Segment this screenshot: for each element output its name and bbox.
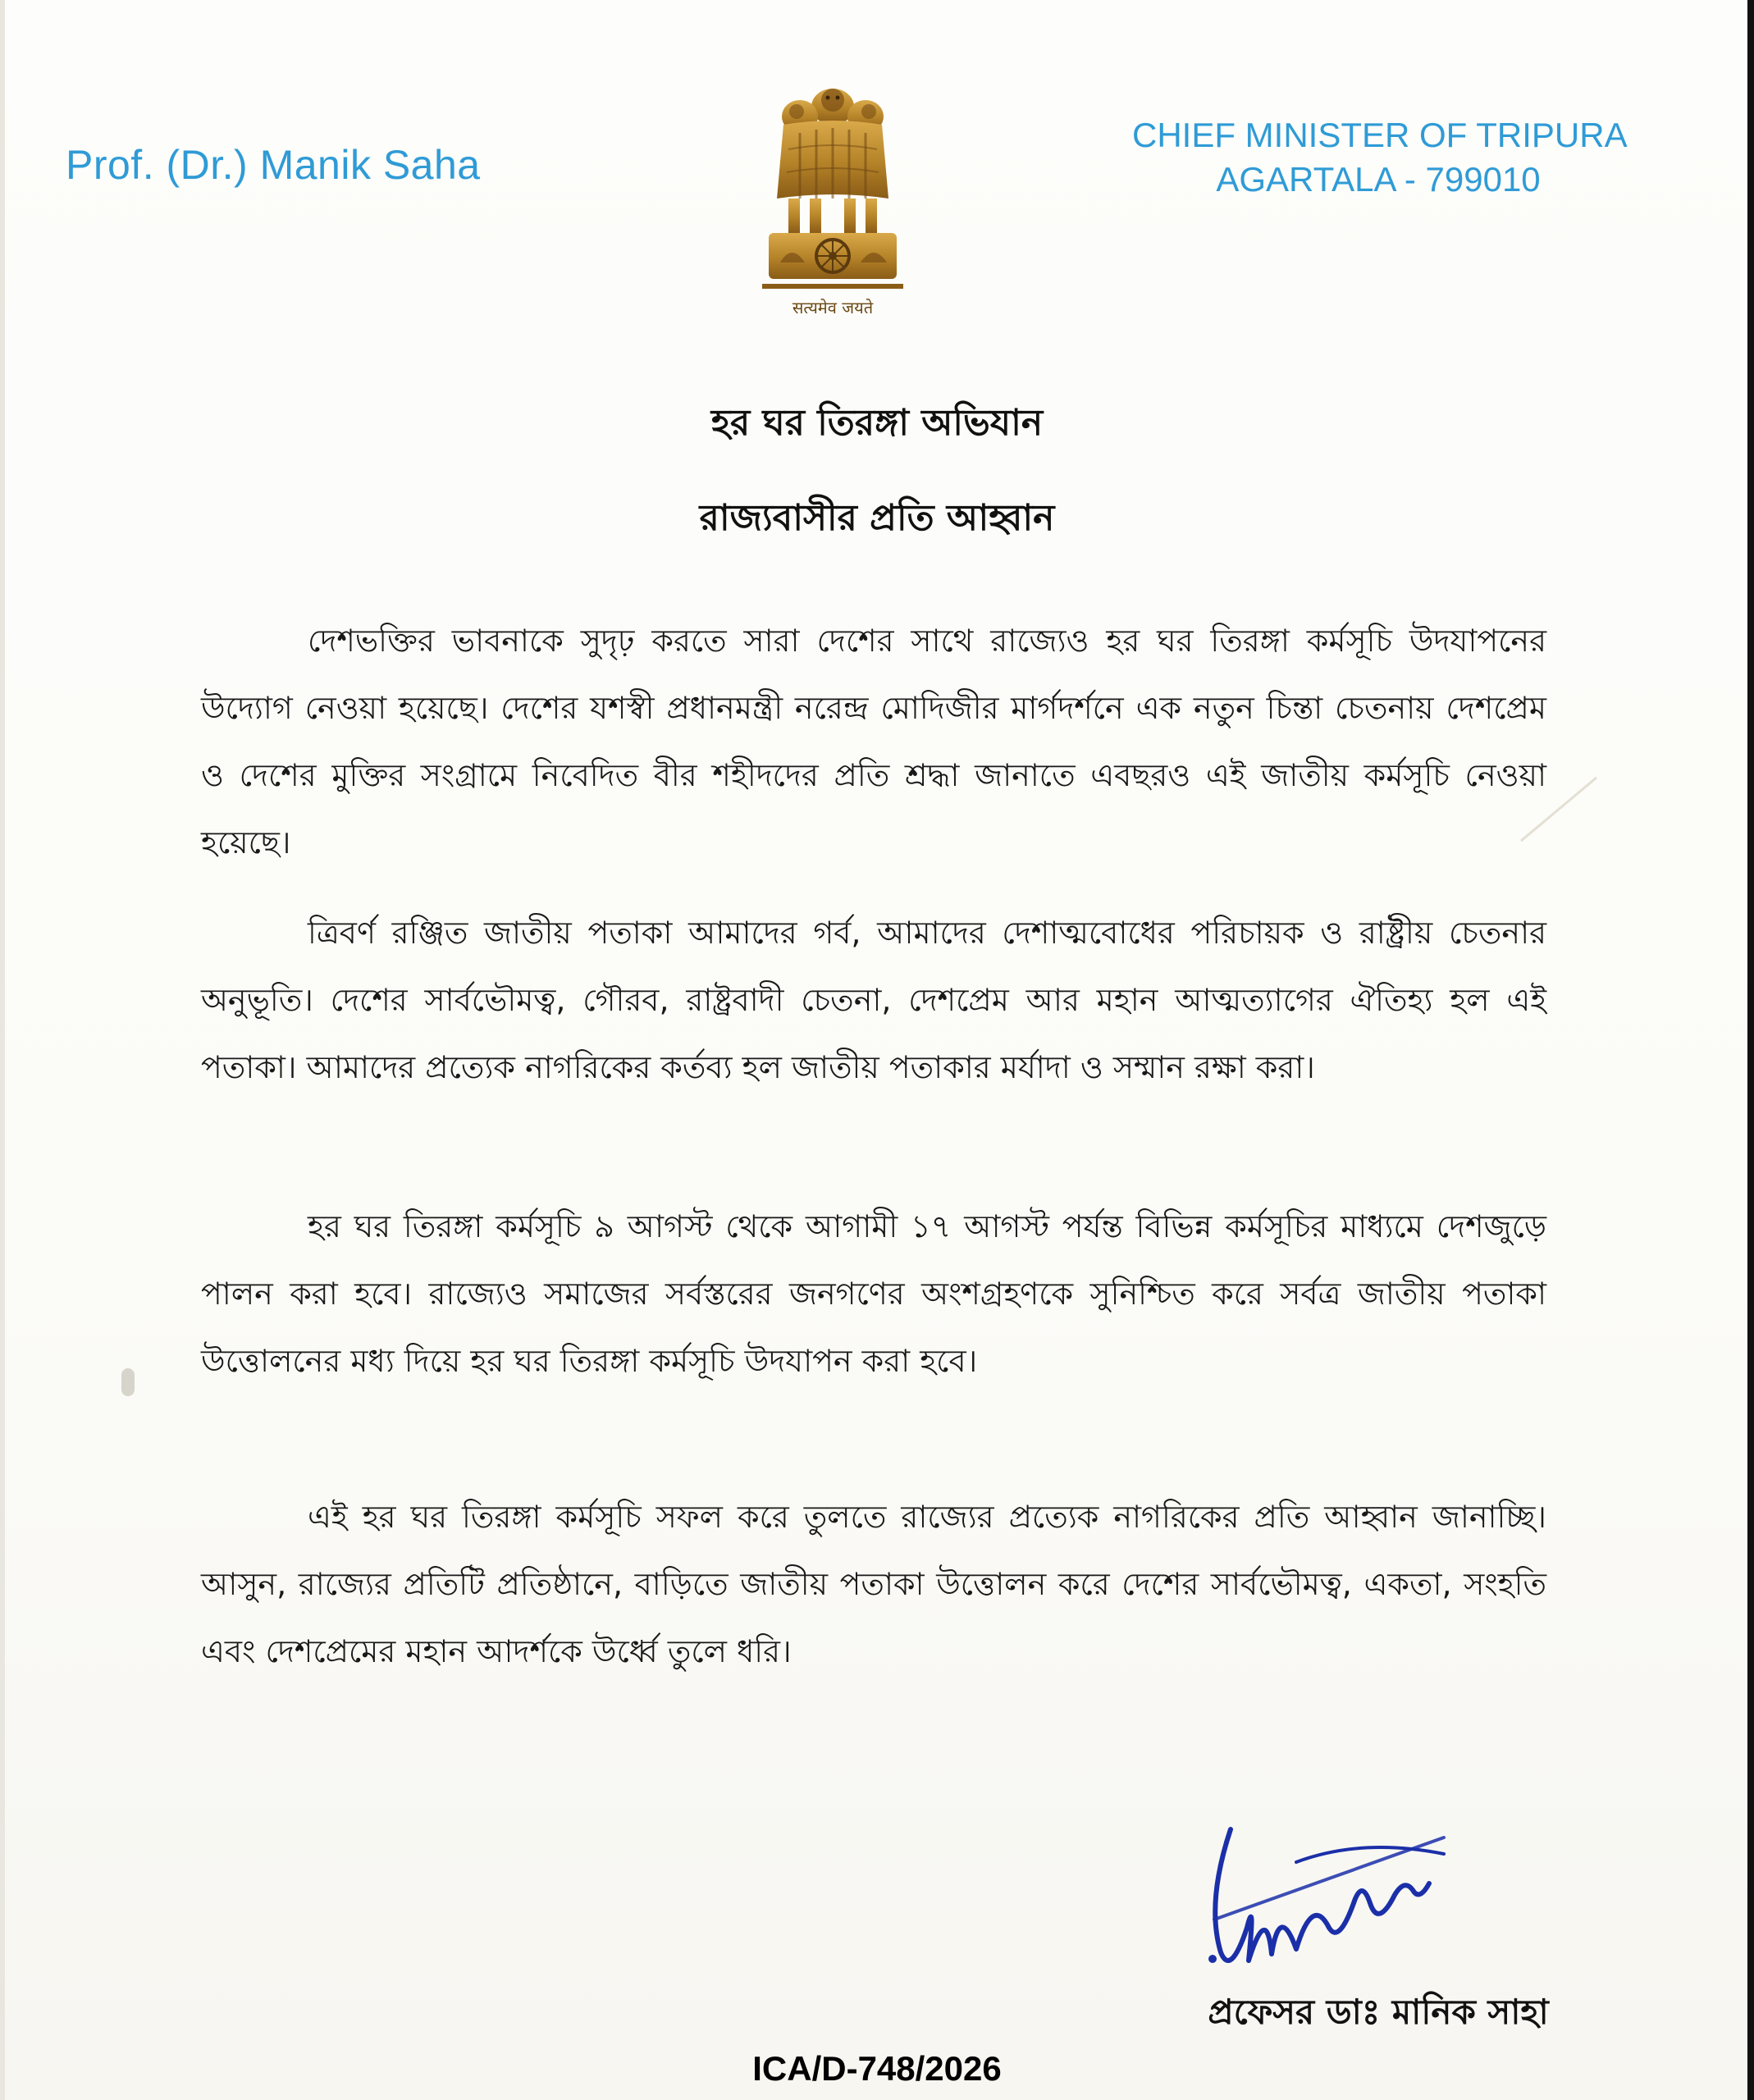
- signer-name: প্রফেসর ডাঃ মানিক সাহা: [1208, 1992, 1549, 2032]
- emblem-motto: सत्यमेव जयते: [792, 298, 874, 317]
- office-address: [1132, 113, 1628, 202]
- paragraph-2: ত্রিবর্ণ রঞ্জিত জাতীয় পতাকা আমাদের গর্ব, আমাদের দেশাত্মবোধের পরিচায়ক ও রাষ্ট্রীয় চেতনার অনুভূতি। দেশের সার্বভৌমত্ব, গৌরব, রাষ্ট্রবাদী চেতনা, দেশপ্রেম আর মহান আত্মত্যাগের ঐতিহ্য হল এই পতাকা। আমাদের প্রত্যেক নাগরিকের কর্তব্য হল জাতীয় পতাকার মর্যাদা ও সম্মান রক্ষা করা।: [201, 915, 1546, 1085]
- office-city: AGARTALA - 799010: [1216, 160, 1541, 199]
- handwritten-signature: [1198, 1805, 1469, 1985]
- sender-name: Prof. (Dr.) Manik Saha: [66, 142, 481, 188]
- letter-subtitle: রাজ্যবাসীর প্রতি আহ্বান: [699, 497, 1055, 539]
- page-mark: [121, 1368, 135, 1396]
- paragraph-4: এই হর ঘর তিরঙ্গা কর্মসূচি সফল করে তুলতে রাজ্যের প্রত্যেক নাগরিকের প্রতি আহ্বান জানাচ্ছি। আসুন, রাজ্যের প্রতিটি প্রতিষ্ঠানে, বাড়িতে জাতীয় পতাকা উত্তোলন করে দেশের সার্বভৌমত্ব, একতা, সংহতি এবং দেশপ্রেমের মহান আদর্শকে উর্ধ্বে তুলে ধরি।: [201, 1499, 1546, 1669]
- reference-number: ICA/D-748/2026: [752, 2049, 1002, 2088]
- letter-title: হর ঘর তিরঙ্গা অভিযান: [710, 402, 1044, 444]
- office-title: CHIEF MINISTER OF TRIPURA: [1132, 116, 1628, 154]
- state-emblem-icon: [751, 75, 915, 338]
- paragraph-3: হর ঘর তিরঙ্গা কর্মসূচি ৯ আগস্ট থেকে আগামী ১৭ আগস্ট পর্যন্ত বিভিন্ন কর্মসূচির মাধ্যমে দেশজুড়ে পালন করা হবে। রাজ্যেও সমাজের সর্বস্তরের জনগণের অংশগ্রহণকে সুনিশ্চিত করে সর্বত্র জাতীয় পতাকা উত্তোলনের মধ্য দিয়ে হর ঘর তিরঙ্গা কর্মসূচি উদযাপন করা হবে।: [201, 1208, 1546, 1379]
- paragraph-1: দেশভক্তির ভাবনাকে সুদৃঢ় করতে সারা দেশের সাথে রাজ্যেও হর ঘর তিরঙ্গা কর্মসূচি উদযাপনের উদ্যোগ নেওয়া হয়েছে। দেশের যশস্বী প্রধানমন্ত্রী নরেন্দ্র মোদিজীর মার্গদর্শনে এক নতুন চিন্তা চেতনায় দেশপ্রেম ও দেশের মুক্তির সংগ্রামে নিবেদিত বীর শহীদদের প্রতি শ্রদ্ধা জানাতে এবছরও এই জাতীয় কর্মসূচি নেওয়া হয়েছে।: [201, 623, 1546, 861]
